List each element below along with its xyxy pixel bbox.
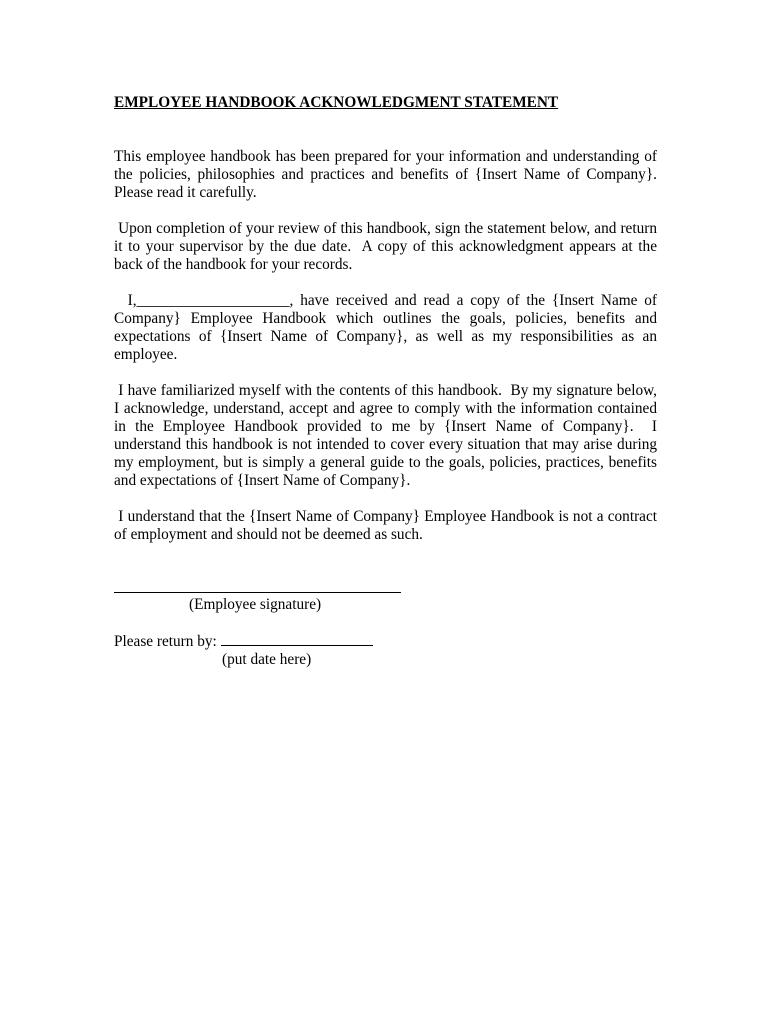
return-by-label: Please return by: (114, 633, 217, 650)
paragraph-receipt: I,____________________, have received and read a copy of the {Insert Name of Company} Employee Handbook which outlines the goals, policies, benefits and expectations of {Insert Name of Company}, as well as my responsibilities as an employee. (114, 292, 657, 363)
paragraph-instructions: Upon completion of your review of this handbook, sign the statement below, and return it to your supervisor by the due date. A copy of this acknowledgment appears at the back of the handbook for your records. (114, 220, 657, 273)
paragraph-intro: This employee handbook has been prepared for your information and understanding of the policies, philosophies and practices and benefits of {Insert Name of Company}. Please read it carefully. (114, 148, 657, 201)
return-by-row (114, 631, 657, 651)
return-date-field[interactable] (221, 631, 373, 646)
signature-line[interactable] (114, 592, 401, 593)
signature-caption: (Employee signature) (189, 596, 322, 613)
document-body (114, 94, 657, 669)
paragraph-agreement: I have familiarized myself with the contents of this handbook. By my signature below, I acknowledge, understand, accept and agree to comply with the information contained in the Employee Handbook provided to me by {Insert Name of Company}. I understand this handbook is not intended to cover every situation that may arise during my employment, but is simply a general guide to the goals, policies, practices, benefits and expectations of {Insert Name of Company}. (114, 382, 657, 489)
paragraph-not-contract: I understand that the {Insert Name of Company} Employee Handbook is not a contract of employment and should not be deemed as such. (114, 508, 657, 543)
document-title: EMPLOYEE HANDBOOK ACKNOWLEDGMENT STATEMENT (114, 94, 559, 111)
date-caption: (put date here) (222, 651, 312, 668)
